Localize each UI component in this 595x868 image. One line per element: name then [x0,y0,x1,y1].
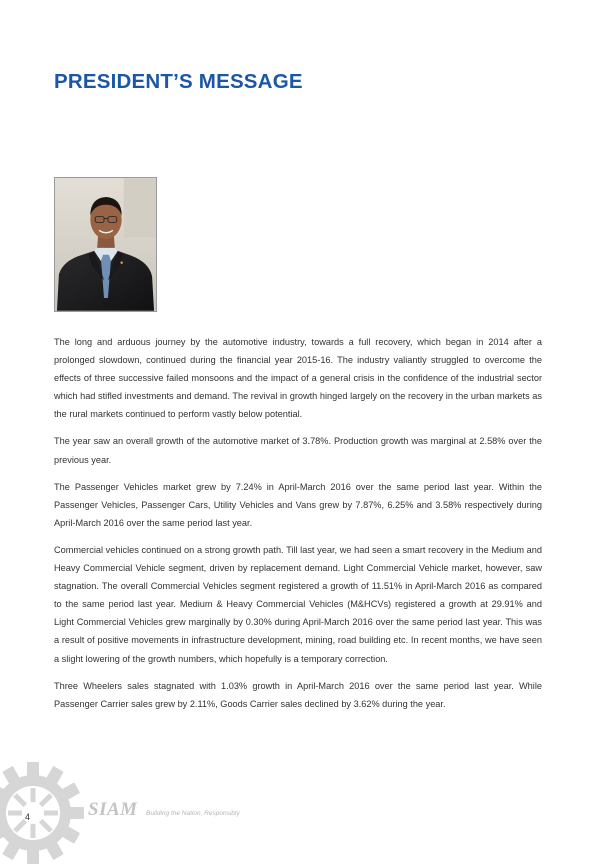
gear-icon [0,758,88,868]
footer-brand-logo: SIAM [88,799,138,820]
president-photo [54,177,157,312]
portrait-image [55,178,156,311]
paragraph-5: Three Wheelers sales stagnated with 1.03% growth in April-March 2016 over the same period last year. While Passenger Carrier sales grew by 2.11%, Goods Carrier sales declined by 3.62% during the year. [54,680,542,709]
footer-tagline: Building the Nation, Responsibly [146,810,240,817]
message-body [54,333,542,722]
page-title: PRESIDENT’S MESSAGE [54,70,303,93]
page-number: 4 [25,812,31,822]
paragraph-3: The Passenger Vehicles market grew by 7.24% in April-March 2016 over the same period last year. Within the Passenger Vehicles, Passenger Cars, Utility Vehicles and Vans grew by 7.87%, 6.25% and 3.58% respectively during April-March 2016 over the same period last year. [54,481,542,528]
paragraph-4: Commercial vehicles continued on a strong growth path. Till last year, we had seen a smart recovery in the Medium and Heavy Commercial Vehicle segment, driven by replacement demand. Light Commercial Vehicle market, however, saw stagnation. The overall Commercial Vehicles segment registered a growth of 11.51% in April-March 2016 as compared to the same period last year. Medium & Heavy Commercial Vehicles (M&HCVs) registered a growth at 29.91% and Light Commercial Vehicles grew marginally by 0.30% during April-March 2016 over the same period last year. This was a result of positive movements in infrastructure development, mining, road building etc. In recent months, we have seen a slight lowering of the growth numbers, which hopefully is a temporary correction. [54,544,542,664]
paragraph-1: The long and arduous journey by the automotive industry, towards a full recovery, which began in 2014 after a prolonged slowdown, continued during the financial year 2015-16. The industry valiantly struggled to overcome the effects of three successive failed monsoons and the impact of a general crisis in the confidence of the industrial sector which had stifled investments and demand. The revival in growth hinged largely on the recovery in the urban markets as the rural markets continued to perform vastly below potential. [54,337,542,420]
paragraph-2: The year saw an overall growth of the automotive market of 3.78%. Production growth was marginal at 2.58% over the previous year. [54,436,542,465]
